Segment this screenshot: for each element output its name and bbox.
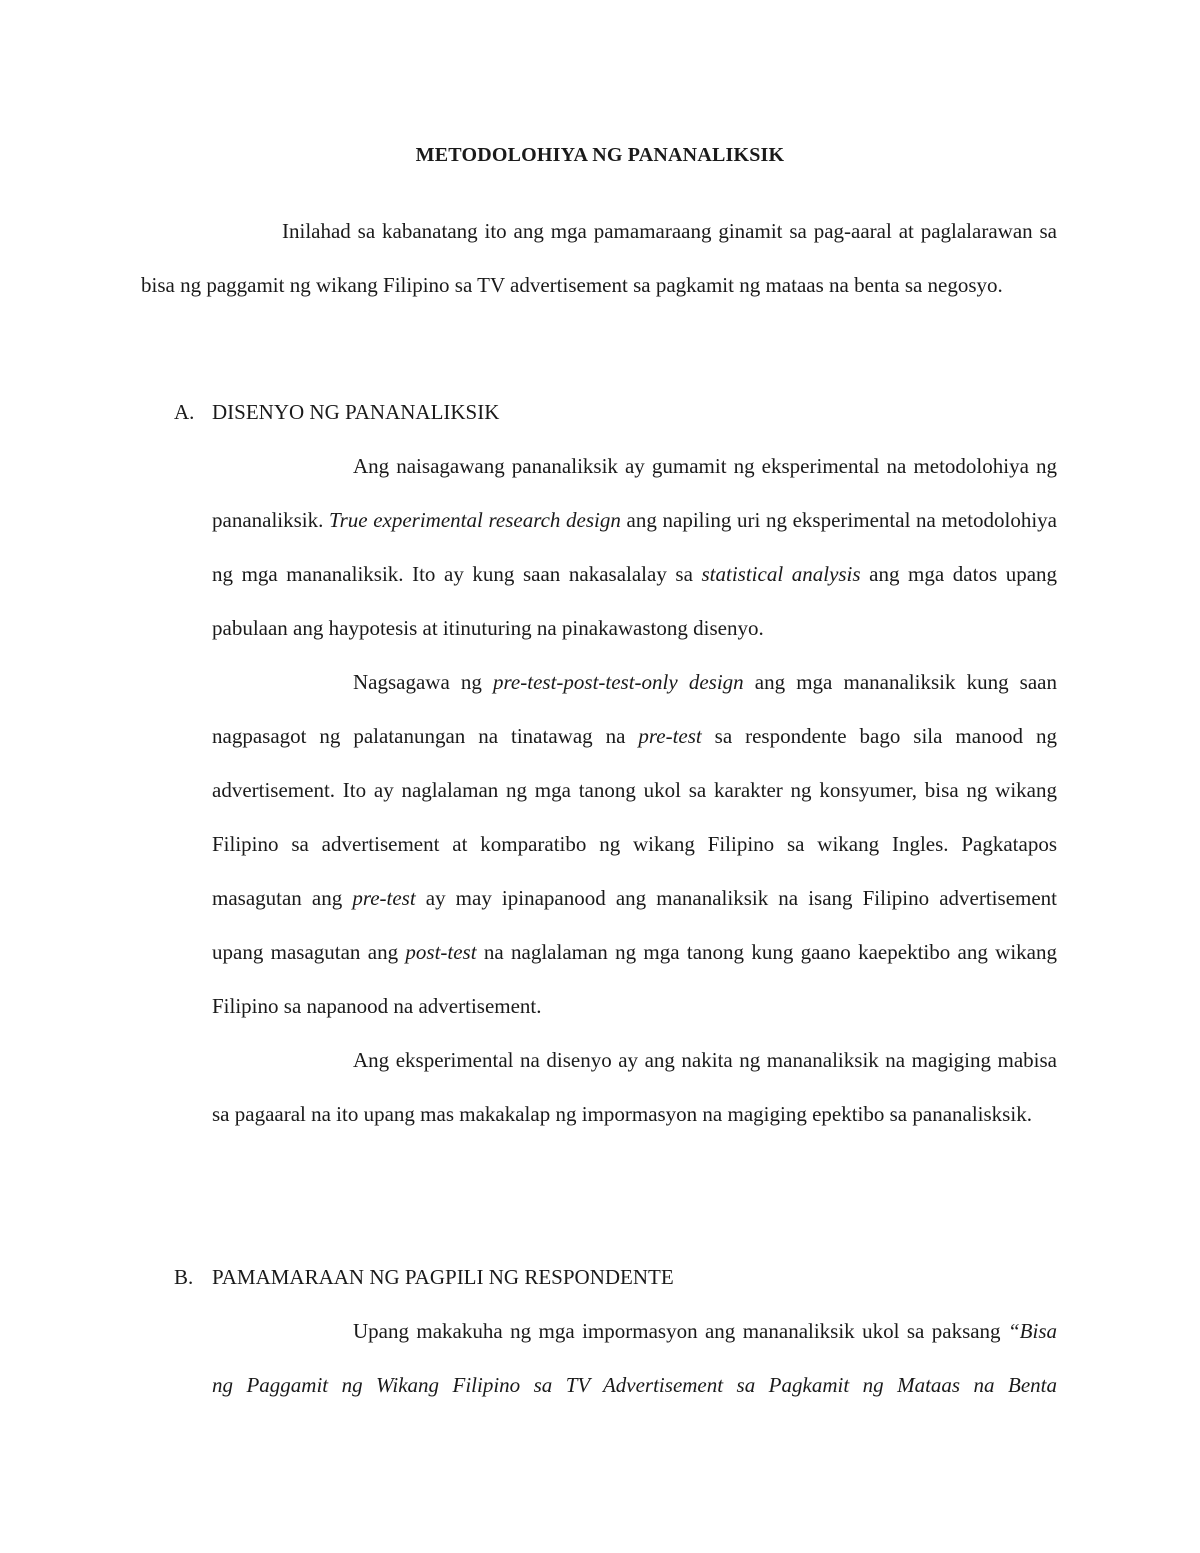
italic-term: pre-test-post-test-only design <box>493 670 744 694</box>
text-run: ang mga mananaliksik kung saan nagpasagot ng palatanungan na tinatawag na <box>212 670 1057 748</box>
section-a-body <box>212 439 1057 1141</box>
text-run: ay may ipinapanood ang mananaliksik na isang Filipino advertisement upang masagutan ang <box>212 886 1057 964</box>
italic-term: pre-test <box>638 724 702 748</box>
section-a-paragraph-3: Ang eksperimental na disenyo ay ang nakita ng mananaliksik na magiging mabisa sa pagaaral na ito upang mas makakalap ng impormasyon na magiging epektibo sa pananalisksik. <box>212 1048 1057 1126</box>
section-a-paragraph-1 <box>212 439 1057 655</box>
section-b-heading <box>174 1262 674 1292</box>
document-title: METODOLOHIYA NG PANANALIKSIK <box>415 144 785 166</box>
text-run: ang mga datos upang pabulaan ang haypotesis at itinuturing na pinakawastong disenyo. <box>212 562 1058 640</box>
section-b-paragraph-1 <box>212 1304 1057 1412</box>
section-a-heading <box>174 397 499 427</box>
text-run: sa respondente bago sila manood ng advertisement. Ito ay naglalaman ng mga tanong ukol sa karakter ng konsyumer, bisa ng wikang Filipino sa advertisement at komparatibo ng wikang Filipino sa wikang Ingles. Pagkatapos masagutan ang <box>212 724 1057 910</box>
text-run: Upang makakuha ng mga impormasyon ang mananaliksik ukol sa paksang <box>353 1319 1008 1343</box>
section-b-body <box>212 1304 1057 1412</box>
section-b-title: PAMAMARAAN NG PAGPILI NG RESPONDENTE <box>212 1265 674 1289</box>
text-run: ang napiling uri ng eksperimental na metodolohiya ng mga mananaliksik. Ito ay kung saan nakasalalay sa <box>212 508 1058 586</box>
italic-term: True experimental research design <box>329 508 621 532</box>
section-b-letter: B. <box>174 1265 194 1289</box>
section-a-title: DISENYO NG PANANALIKSIK <box>212 400 500 424</box>
italic-term: pre-test <box>352 886 416 910</box>
italic-term: “Bisa ng Paggamit ng Wikang Filipino sa TV Advertisement sa Pagkamit ng Mataas na Benta <box>212 1319 1057 1397</box>
italic-term: statistical analysis <box>701 562 861 586</box>
italic-term: post-test <box>405 940 477 964</box>
text-run: Nagsagawa ng <box>353 670 494 694</box>
section-a-paragraph-2 <box>212 655 1057 1033</box>
section-a-letter: A. <box>174 400 195 424</box>
intro-paragraph <box>141 204 1057 312</box>
text-run: Ang naisagawang pananaliksik ay gumamit ng eksperimental na metodolohiya ng pananaliksik. <box>212 454 1057 532</box>
text-run: na naglalaman ng mga tanong kung gaano kaepektibo ang wikang Filipino sa napanood na advertisement. <box>212 940 1057 1018</box>
intro-text: Inilahad sa kabanatang ito ang mga pamamaraang ginamit sa pag-aaral at paglalarawan sa bisa ng paggamit ng wikang Filipino sa TV advertisement sa pagkamit ng mataas na benta sa negosyo. <box>141 219 1057 297</box>
